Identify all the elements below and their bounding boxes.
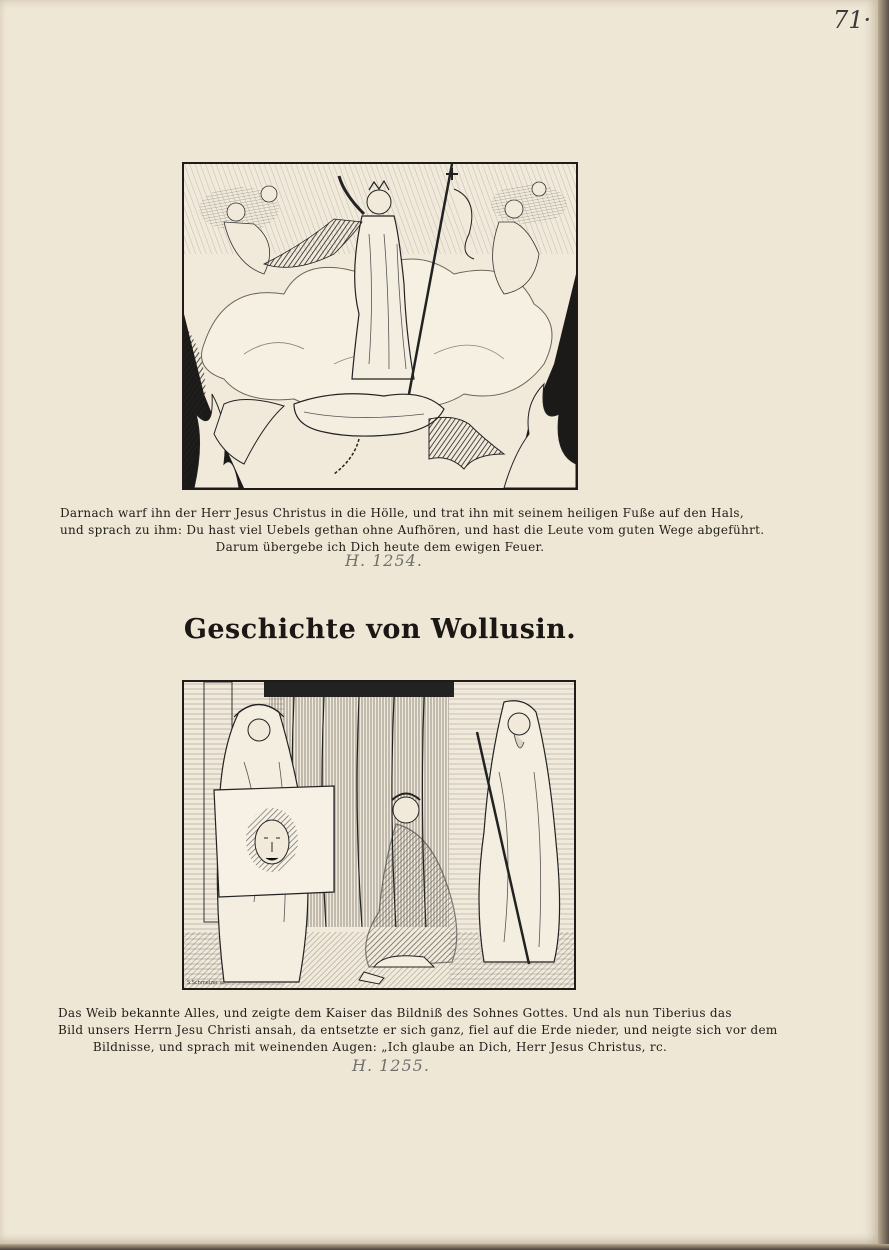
catalog-number-handwritten: H. 1255. — [352, 1056, 430, 1075]
engraver-signature: S.Schmelzer sc. — [187, 980, 227, 986]
caption-line: Darum übergebe ich Dich heute dem ewigen Feuer. — [215, 540, 545, 554]
caption-line: Bild unsers Herrn Jesu Christi ansah, da entsetzte er sich ganz, fiel auf die Erde nieder, und neigte sich vor dem — [58, 1023, 778, 1037]
caption-line: und sprach zu ihm: Du hast viel Uebels gethan ohne Aufhören, und hast die Leute vom guten Wege abgeführt. — [60, 523, 765, 537]
engraving-christ-casting-devil-into-hell — [182, 162, 578, 490]
caption-line: Darnach warf ihn der Herr Jesus Christus in die Hölle, und trat ihn mit seinem heiligen Fuße auf den Hals, — [60, 506, 744, 520]
engraving-veronica-veil-emperor — [182, 680, 576, 990]
book-edge-bottom — [0, 1244, 889, 1250]
caption-line: Bildnisse, und sprach mit weinenden Augen: „Ich glaube an Dich, Herr Jesus Christus, rc. — [92, 1040, 668, 1054]
caption-line: Das Weib bekannte Alles, und zeigte dem Kaiser das Bildniß des Sohnes Gottes. Und als nun Tiberius das — [58, 1006, 732, 1020]
caption-top — [60, 505, 765, 556]
page-number: 71· — [833, 6, 872, 34]
book-edge-right — [878, 0, 889, 1250]
caption-bottom — [58, 1005, 778, 1056]
catalog-number-handwritten: H. 1254. — [345, 551, 423, 570]
section-heading: Geschichte von Wollusin. — [183, 614, 577, 645]
